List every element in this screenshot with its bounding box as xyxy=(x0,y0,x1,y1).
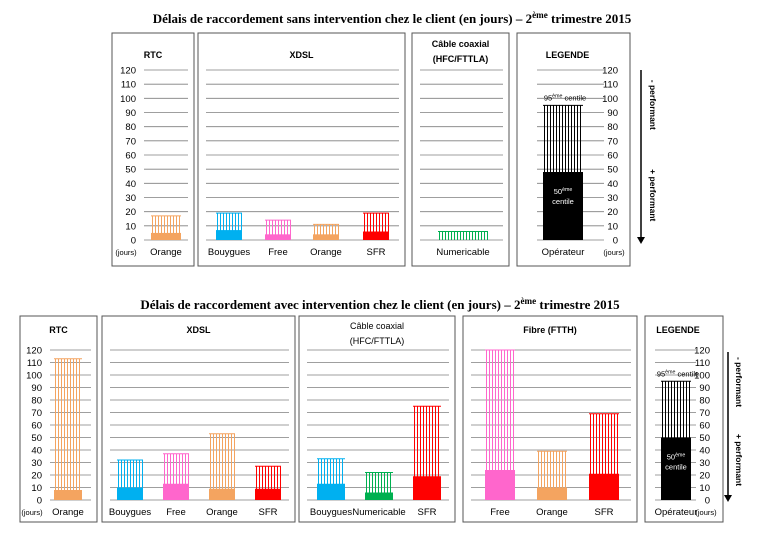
unit-label: (jours) xyxy=(115,248,137,257)
legend-category-label: Opérateur xyxy=(541,247,585,258)
category-label: Orange xyxy=(150,247,182,258)
y-tick-label: 80 xyxy=(31,395,42,407)
legend-median-bar xyxy=(543,172,583,240)
unit-label: (jours) xyxy=(603,248,625,257)
y-tick-label: 70 xyxy=(607,136,618,148)
y-tick-label: 100 xyxy=(26,370,42,382)
y-tick-label: 100 xyxy=(694,370,710,382)
category-label: SFR xyxy=(594,507,614,518)
y-tick-label: 60 xyxy=(31,420,42,432)
y-tick-label: 100 xyxy=(602,93,618,105)
panel-rtc xyxy=(20,316,97,522)
y-tick-label: 40 xyxy=(699,445,710,457)
y-tick-label: 70 xyxy=(31,408,42,419)
p95-annotation: 95ème centile xyxy=(656,369,700,379)
y-tick-label: 120 xyxy=(26,345,42,357)
y-tick-label: 90 xyxy=(125,108,136,119)
y-tick-label: 70 xyxy=(125,136,136,148)
y-tick-label: 40 xyxy=(607,178,618,190)
chart-title: Délais de raccordement avec intervention chez le client (en jours) – 2ème trimestre 2015 xyxy=(140,296,620,312)
category-label: Bouygues xyxy=(207,247,251,258)
bar-median-3-2 xyxy=(589,474,619,500)
category-label: Bouygues xyxy=(309,507,353,518)
category-label: Free xyxy=(268,247,288,258)
panel-xdsl xyxy=(102,316,295,522)
legend-panel xyxy=(517,33,630,266)
panel-rtc xyxy=(112,33,194,266)
unit-label: (jours) xyxy=(21,508,43,517)
panel-subtitle: (HFC/FTTLA) xyxy=(349,336,405,346)
p95-annotation: 95ème centile xyxy=(543,93,587,103)
unit-label: (jours) xyxy=(695,508,717,517)
y-tick-label: 80 xyxy=(125,122,136,134)
y-tick-label: 30 xyxy=(607,193,618,204)
y-tick-label: 90 xyxy=(699,383,710,394)
y-tick-label: 110 xyxy=(120,79,136,91)
arrow-head xyxy=(637,237,645,244)
category-label: Bouygues xyxy=(108,507,152,518)
category-label: Orange xyxy=(536,507,568,518)
chart-2 xyxy=(20,296,744,522)
y-tick-label: 100 xyxy=(120,93,136,105)
panel-title: Câble coaxial xyxy=(431,39,490,49)
bar-median-1-1 xyxy=(265,234,291,240)
arrow-label-top: - performant xyxy=(648,79,658,130)
y-tick-label: 110 xyxy=(26,358,42,369)
y-tick-label: 120 xyxy=(120,65,136,77)
bar-p95-2-0 xyxy=(438,232,488,241)
chart-title: Délais de raccordement sans intervention chez le client (en jours) – 2ème trimestre 2015 xyxy=(152,10,632,26)
y-tick-label: 40 xyxy=(31,445,42,457)
y-tick-label: 50 xyxy=(125,164,136,176)
category-label: Orange xyxy=(52,507,84,518)
arrow-head xyxy=(724,495,732,502)
y-tick-label: 40 xyxy=(125,178,136,190)
category-label: Free xyxy=(490,507,510,518)
y-tick-label: 50 xyxy=(607,164,618,176)
y-tick-label: 30 xyxy=(125,193,136,204)
panel-title: Câble coaxial xyxy=(349,321,405,331)
arrow-label-top: - performant xyxy=(734,356,744,408)
p50-annotation-2: centile xyxy=(552,197,574,206)
performance-arrow xyxy=(637,70,658,244)
legend-title: LEGENDE xyxy=(545,50,590,60)
panel-c-ble-coaxial xyxy=(299,316,455,522)
y-tick-label: 20 xyxy=(699,470,710,482)
y-tick-label: 60 xyxy=(607,150,618,162)
legend-category-label: Opérateur xyxy=(654,507,698,518)
y-tick-label: 90 xyxy=(607,108,618,119)
bar-median-1-3 xyxy=(363,232,389,241)
category-label: Numericable xyxy=(352,507,406,518)
legend-panel xyxy=(645,316,723,522)
y-tick-label: 20 xyxy=(31,470,42,482)
y-tick-label: 50 xyxy=(31,433,42,444)
p50-annotation: 50ème xyxy=(666,452,686,462)
category-label: SFR xyxy=(366,247,386,258)
y-tick-label: 30 xyxy=(31,458,42,469)
y-tick-label: 10 xyxy=(125,221,136,233)
y-tick-label: 0 xyxy=(130,235,136,247)
p50-annotation: 50ème xyxy=(553,187,573,196)
y-tick-label: 60 xyxy=(699,420,710,432)
y-tick-label: 80 xyxy=(699,395,710,407)
y-tick-label: 110 xyxy=(694,358,710,369)
panel-subtitle: (HFC/FTTLA) xyxy=(432,54,489,64)
category-label: Orange xyxy=(310,247,342,258)
y-tick-label: 60 xyxy=(125,150,136,162)
y-tick-label: 10 xyxy=(607,221,618,233)
bar-median-1-0 xyxy=(216,230,242,240)
panel-title: RTC xyxy=(49,325,68,335)
panel-xdsl xyxy=(198,33,405,266)
bar-median-2-2 xyxy=(413,476,441,500)
y-tick-label: 110 xyxy=(602,79,618,91)
panel-c-ble-coaxial xyxy=(412,33,509,266)
y-tick-label: 120 xyxy=(694,345,710,357)
bar-p95-0-0 xyxy=(54,359,82,500)
category-label: SFR xyxy=(417,507,437,518)
bar-median-1-2 xyxy=(313,234,339,240)
panel-title: Fibre (FTTH) xyxy=(523,325,577,335)
bar-median-0-0 xyxy=(151,233,181,240)
y-tick-label: 90 xyxy=(31,383,42,394)
p50-annotation-2: centile xyxy=(665,462,687,472)
bar-median-1-2 xyxy=(209,489,235,500)
y-tick-label: 0 xyxy=(36,495,42,507)
performance-arrow xyxy=(724,352,744,502)
category-label: SFR xyxy=(258,507,278,518)
legend-title: LEGENDE xyxy=(656,325,700,335)
y-tick-label: 50 xyxy=(699,433,710,444)
bar-median-0-0 xyxy=(54,490,82,500)
y-tick-label: 80 xyxy=(607,122,618,134)
y-tick-label: 0 xyxy=(612,235,618,247)
y-tick-label: 10 xyxy=(31,483,42,494)
category-label: Orange xyxy=(206,507,238,518)
panel-title: XDSL xyxy=(186,325,211,335)
arrow-label-bottom: + performant xyxy=(648,169,658,222)
chart-1 xyxy=(112,10,658,266)
y-tick-label: 120 xyxy=(602,65,618,77)
bar-median-3-1 xyxy=(537,488,567,501)
bar-median-2-1 xyxy=(365,493,393,501)
y-tick-label: 20 xyxy=(125,207,136,219)
category-label: Numericable xyxy=(436,247,490,258)
y-tick-label: 70 xyxy=(699,408,710,419)
y-tick-label: 20 xyxy=(607,207,618,219)
y-tick-label: 0 xyxy=(704,495,710,507)
y-tick-label: 10 xyxy=(699,483,710,494)
bar-median-1-0 xyxy=(117,488,143,501)
panel-title: RTC xyxy=(143,50,163,60)
bar-median-2-0 xyxy=(317,484,345,500)
panel-fibre-ftth- xyxy=(463,316,637,522)
y-tick-label: 30 xyxy=(699,458,710,469)
panel-title: XDSL xyxy=(289,50,314,60)
bar-median-1-3 xyxy=(255,489,281,500)
bar-median-3-0 xyxy=(485,470,515,500)
category-label: Free xyxy=(166,507,186,518)
bar-median-1-1 xyxy=(163,484,189,500)
arrow-label-bottom: + performant xyxy=(734,433,744,487)
